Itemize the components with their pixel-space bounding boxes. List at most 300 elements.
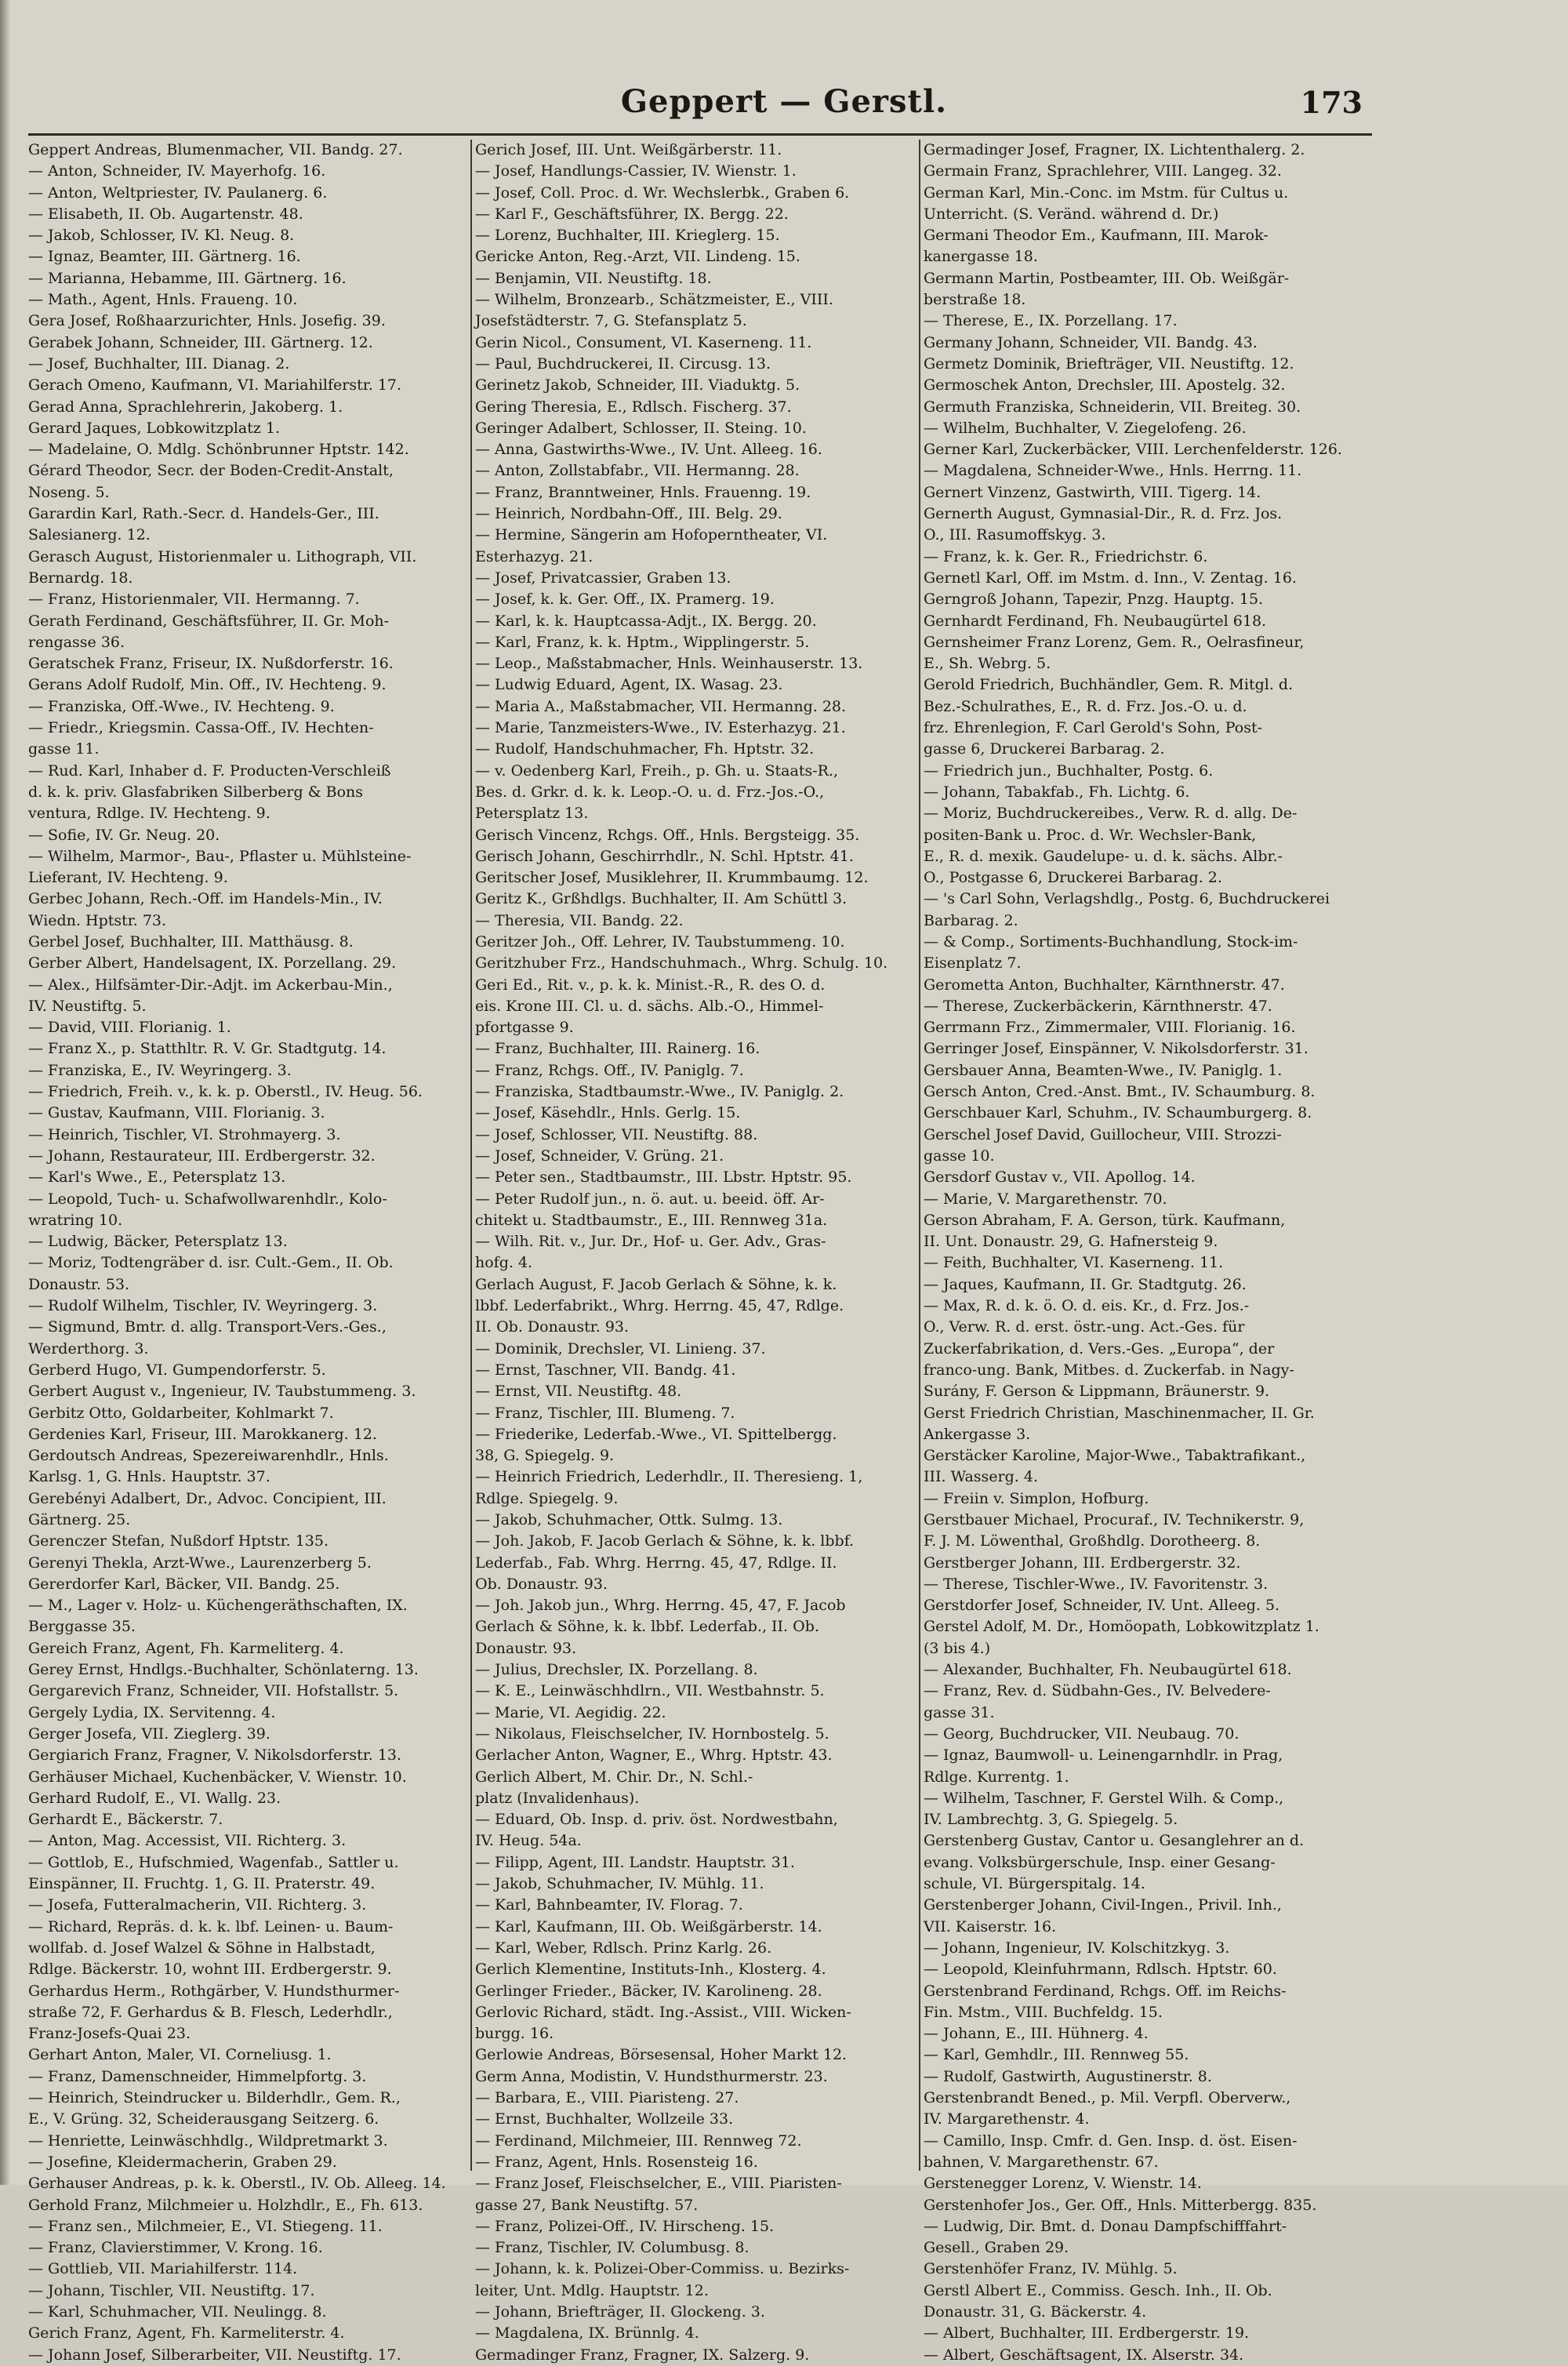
directory-entry-line: Gernerth August, Gymnasial-Dir., R. d. Frz. Jos. — [924, 505, 1283, 523]
directory-entry-line: — Leop., Maßstabmacher, Hnls. Weinhauserstr. 13. — [475, 655, 863, 673]
directory-entry-line: — Heinrich Friedrich, Lederhdlr., II. Theresieng. 1, — [475, 1468, 863, 1486]
directory-entry-line: Franz-Josefs-Quai 23. — [28, 2025, 191, 2043]
directory-entry-line: Gerans Adolf Rudolf, Min. Off., IV. Hechteng. 9. — [28, 676, 387, 694]
directory-entry-line: — Ernst, VII. Neustiftg. 48. — [475, 1383, 682, 1401]
directory-entry-line: — Peter Rudolf jun., n. ö. aut. u. beeid. öff. Ar- — [475, 1190, 825, 1208]
directory-entry-line: Salesianerg. 12. — [28, 526, 151, 544]
directory-entry-line: Gerhold Franz, Milchmeier u. Holzhdlr., E., Fh. 613. — [28, 2196, 423, 2214]
directory-entry-line: Gersbauer Anna, Beamten-Wwe., IV. Paniglg. 1. — [924, 1061, 1283, 1079]
directory-entry-line: — Karl, Bahnbeamter, IV. Florag. 7. — [475, 1896, 743, 1914]
directory-entry-line: — Franziska, Stadtbaumstr.-Wwe., IV. Paniglg. 2. — [475, 1083, 844, 1101]
directory-entry-line: Lederfab., Fab. Whrg. Herrng. 45, 47, Rdlge. II. — [475, 1554, 837, 1572]
directory-entry-line: Gerber Albert, Handelsagent, IX. Porzellang. 29. — [28, 954, 397, 972]
directory-column-1 — [28, 140, 467, 2364]
directory-entry-line: — Dominik, Drechsler, VI. Linieng. 37. — [475, 1339, 766, 1357]
directory-entry-line: — Moriz, Todtengräber d. isr. Cult.-Gem., II. Ob. — [28, 1254, 394, 1272]
directory-entry-line: Gerberd Hugo, VI. Gumpendorferstr. 5. — [28, 1361, 326, 1379]
directory-entry-line: Donaustr. 93. — [475, 1639, 577, 1657]
directory-entry-line: Gerrmann Frz., Zimmermaler, VIII. Florianig. 16. — [924, 1019, 1296, 1037]
directory-entry-line: — Alex., Hilfsämter-Dir.-Adjt. im Ackerbau-Min., — [28, 976, 393, 994]
directory-entry-line: Germ Anna, Modistin, V. Hundsthurmerstr. 23. — [475, 2067, 828, 2085]
directory-entry-line: straße 72, F. Gerhardus & B. Flesch, Lederhdlr., — [28, 2003, 393, 2021]
directory-entry-line: — Madelaine, O. Mdlg. Schönbrunner Hptstr. 142. — [28, 441, 409, 459]
directory-entry-line: — Rud. Karl, Inhaber d. F. Producten-Verschleiß — [28, 761, 391, 780]
directory-entry-line: Gerngroß Johann, Tapezir, Pnzg. Hauptg. 15. — [924, 591, 1264, 609]
directory-entry-line: Donaustr. 31, G. Bäckerstr. 4. — [924, 2302, 1147, 2321]
directory-entry-line: Bernardg. 18. — [28, 569, 133, 587]
directory-entry-line: German Karl, Min.-Conc. im Mstm. für Cultus u. — [924, 184, 1289, 202]
directory-entry-line: Geppert Andreas, Blumenmacher, VII. Bandg. 27. — [28, 141, 403, 158]
directory-entry-line: Donaustr. 53. — [28, 1275, 130, 1293]
directory-entry-line: — Johann, Ingenieur, IV. Kolschitzkyg. 3. — [924, 1939, 1230, 1957]
directory-entry-line: leiter, Unt. Mdlg. Hauptstr. 12. — [475, 2281, 709, 2299]
directory-entry-line: (3 bis 4.) — [924, 1639, 991, 1657]
directory-entry-line: Josefstädterstr. 7, G. Stefansplatz 5. — [475, 312, 747, 330]
directory-entry-line: — Therese, Tischler-Wwe., IV. Favoritenstr. 3. — [924, 1575, 1269, 1593]
directory-entry-line: — Anton, Zollstabfabr., VII. Hermanng. 28. — [475, 462, 800, 480]
directory-entry-line: — Nikolaus, Fleischselcher, IV. Hornbostelg. 5. — [475, 1725, 829, 1743]
directory-entry-line: Rdlge. Bäckerstr. 10, wohnt III. Erdbergerstr. 9. — [28, 1961, 392, 1979]
directory-entry-line: — Rudolf, Handschuhmacher, Fh. Hptstr. 32. — [475, 740, 815, 758]
directory-entry-line: — Franz X., p. Statthltr. R. V. Gr. Stadtgutg. 14. — [28, 1040, 387, 1058]
directory-entry-line: Karlsg. 1, G. Hnls. Hauptstr. 37. — [28, 1468, 270, 1486]
directory-entry-line: — Franz, Clavierstimmer, V. Krong. 16. — [28, 2239, 323, 2257]
directory-entry-line: — Wilhelm, Bronzearb., Schätzmeister, E., VIII. — [475, 291, 833, 309]
directory-entry-line: Gerich Josef, III. Unt. Weißgärberstr. 11. — [475, 141, 782, 158]
directory-entry-line: — Benjamin, VII. Neustiftg. 18. — [475, 269, 712, 287]
directory-entry-line: — Jakob, Schlosser, IV. Kl. Neug. 8. — [28, 227, 295, 245]
directory-entry-line: Germetz Dominik, Briefträger, VII. Neustiftg. 12. — [924, 354, 1294, 373]
page-edge-shadow — [0, 0, 11, 2185]
directory-entry-line: — Sigmund, Bmtr. d. allg. Transport-Vers.-Ges., — [28, 1318, 387, 1336]
directory-entry-line: Gererdorfer Karl, Bäcker, VII. Bandg. 25. — [28, 1575, 340, 1593]
directory-entry-line: — Barbara, E., VIII. Piaristeng. 27. — [475, 2089, 739, 2107]
directory-entry-line: — Wilhelm, Marmor-, Bau-, Pflaster u. Mühlsteine- — [28, 847, 412, 865]
directory-entry-line: — Karl, k. k. Hauptcassa-Adjt., IX. Bergg. 20. — [475, 612, 817, 630]
directory-entry-line: eis. Krone III. Cl. u. d. sächs. Alb.-O., Himmel- — [475, 997, 824, 1015]
directory-entry-line: Gernsheimer Franz Lorenz, Gem. R., Oelrasfineur, — [924, 633, 1305, 651]
directory-entry-line: burgg. 16. — [475, 2025, 554, 2043]
directory-entry-line: — Anton, Weltpriester, IV. Paulanerg. 6. — [28, 184, 328, 202]
directory-entry-line: — Jakob, Schuhmacher, IV. Mühlg. 11. — [475, 1875, 764, 1893]
directory-entry-line: — K. E., Leinwäschhdlrn., VII. Westbahnstr. 5. — [475, 1682, 825, 1700]
directory-entry-line: — Franz, Tischler, IV. Columbusg. 8. — [475, 2239, 750, 2257]
directory-entry-line: — Richard, Repräs. d. k. k. lbf. Leinen- u. Baum- — [28, 1917, 394, 1935]
directory-entry-line: Gerenczer Stefan, Nußdorf Hptstr. 135. — [28, 1532, 329, 1550]
directory-entry-line: Wiedn. Hptstr. 73. — [28, 911, 167, 929]
directory-entry-line: — Lorenz, Buchhalter, III. Krieglerg. 15. — [475, 227, 780, 245]
directory-entry-line: rengasse 36. — [28, 633, 125, 651]
directory-entry-line: E., Sh. Webrg. 5. — [924, 655, 1051, 673]
directory-entry-line: Gerisch Vincenz, Rchgs. Off., Hnls. Bergsteigg. 35. — [475, 826, 860, 844]
directory-entry-line: berstraße 18. — [924, 291, 1026, 309]
directory-entry-line: — David, VIII. Florianig. 1. — [28, 1019, 231, 1037]
directory-entry-line: — Franz, Rev. d. Südbahn-Ges., IV. Belvedere- — [924, 1682, 1271, 1700]
directory-entry-line: Gerstdorfer Josef, Schneider, IV. Unt. Alleeg. 5. — [924, 1597, 1280, 1615]
directory-entry-line: — M., Lager v. Holz- u. Küchengeräthschaften, IX. — [28, 1597, 408, 1615]
directory-entry-line: Werderthorg. 3. — [28, 1339, 149, 1357]
directory-entry-line: — Franz sen., Milchmeier, E., VI. Stiegeng. 11. — [28, 2217, 383, 2235]
directory-entry-line: — Josef, k. k. Ger. Off., IX. Pramerg. 19. — [475, 591, 775, 609]
directory-entry-line: — Ernst, Taschner, VII. Bandg. 41. — [475, 1361, 736, 1379]
directory-entry-line: Gerstenbrandt Bened., p. Mil. Verpfl. Oberverw., — [924, 2089, 1291, 2107]
directory-entry-line: Gerger Josefa, VII. Zieglerg. 39. — [28, 1725, 270, 1743]
directory-entry-line: — Franz, Agent, Hnls. Rosensteig 16. — [475, 2153, 758, 2171]
directory-entry-line: Geritzhuber Frz., Handschuhmach., Whrg. Schulg. 10. — [475, 954, 888, 972]
directory-entry-line: Gerlowie Andreas, Börsesensal, Hoher Markt 12. — [475, 2046, 848, 2064]
directory-entry-line: — Josef, Coll. Proc. d. Wr. Wechslerbk., Graben 6. — [475, 184, 850, 202]
directory-entry-line: Gerabek Johann, Schneider, III. Gärtnerg. 12. — [28, 333, 373, 351]
directory-entry-line: — Johann, Tischler, VII. Neustiftg. 17. — [28, 2281, 315, 2299]
directory-entry-line: — Karl, Weber, Rdlsch. Prinz Karlg. 26. — [475, 1939, 772, 1957]
directory-entry-line: wratring 10. — [28, 1211, 123, 1229]
directory-entry-line: Eisenplatz 7. — [924, 954, 1022, 972]
directory-entry-line: — Friedrich, Freih. v., k. k. p. Oberstl., IV. Heug. 56. — [28, 1083, 423, 1101]
directory-entry-line: Gerlovic Richard, städt. Ing.-Assist., VIII. Wicken- — [475, 2003, 851, 2021]
directory-entry-line: Gerhauser Andreas, p. k. k. Oberstl., IV. Ob. Alleeg. 14. — [28, 2175, 446, 2193]
directory-entry-line: — & Comp., Sortiments-Buchhandlung, Stock-im- — [924, 932, 1298, 950]
directory-entry-line: Rdlge. Kurrentg. 1. — [924, 1768, 1069, 1786]
directory-entry-line: Gerbec Johann, Rech.-Off. im Handels-Min., IV. — [28, 890, 383, 908]
directory-entry-line: — Georg, Buchdrucker, VII. Neubaug. 70. — [924, 1725, 1240, 1743]
directory-entry-line: Gerach Omeno, Kaufmann, VI. Mariahilferstr. 17. — [28, 376, 402, 394]
directory-entry-line: Bez.-Schulrathes, E., R. d. Frz. Jos.-O. u. d. — [924, 697, 1247, 715]
directory-entry-line: — Anton, Schneider, IV. Mayerhofg. 16. — [28, 162, 326, 180]
directory-entry-line: Gerbitz Otto, Goldarbeiter, Kohlmarkt 7. — [28, 1404, 334, 1422]
directory-entry-line: Gerner Karl, Zuckerbäcker, VIII. Lerchenfelderstr. 126. — [924, 441, 1342, 459]
directory-entry-line: II. Ob. Donaustr. 93. — [475, 1318, 630, 1336]
directory-entry-line: gasse 10. — [924, 1147, 995, 1165]
directory-entry-line: Gersch Anton, Cred.-Anst. Bmt., IV. Schaumburg. 8. — [924, 1083, 1316, 1101]
directory-entry-line: Gerstenberg Gustav, Cantor u. Gesanglehrer an d. — [924, 1832, 1305, 1850]
directory-entry-line: — Theresia, VII. Bandg. 22. — [475, 911, 684, 929]
directory-entry-line: gasse 27, Bank Neustiftg. 57. — [475, 2196, 699, 2214]
directory-entry-line: — v. Oedenberg Karl, Freih., p. Gh. u. Staats-R., — [475, 761, 839, 780]
directory-entry-line: — Rudolf Wilhelm, Tischler, IV. Weyringerg. 3. — [28, 1297, 378, 1315]
directory-entry-line: — Heinrich, Steindrucker u. Bilderhdlr., Gem. R., — [28, 2089, 401, 2107]
directory-entry-line: 38, G. Spiegelg. 9. — [475, 1447, 615, 1465]
directory-entry-line: schule, VI. Bürgerspitalg. 14. — [924, 1875, 1145, 1893]
directory-entry-line: — Franziska, Off.-Wwe., IV. Hechteng. 9. — [28, 697, 335, 715]
directory-entry-line: Geritz K., Grßhdlgs. Buchhalter, II. Am Schüttl 3. — [475, 890, 848, 908]
directory-entry-line: IV. Heug. 54a. — [475, 1832, 582, 1850]
directory-entry-line: Gerhardt E., Bäckerstr. 7. — [28, 1811, 223, 1829]
directory-entry-line: Gerhäuser Michael, Kuchenbäcker, V. Wienstr. 10. — [28, 1768, 407, 1786]
directory-entry-line: E., V. Grüng. 32, Scheiderausgang Seitzerg. 6. — [28, 2110, 379, 2128]
directory-entry-line: IV. Margarethenstr. 4. — [924, 2110, 1090, 2128]
directory-entry-line: — Paul, Buchdruckerei, II. Circusg. 13. — [475, 354, 771, 373]
directory-entry-line: Germain Franz, Sprachlehrer, VIII. Langeg. 32. — [924, 162, 1282, 180]
directory-entry-line: — Franziska, E., IV. Weyringerg. 3. — [28, 1061, 292, 1079]
directory-entry-line: ventura, Rdlge. IV. Hechteng. 9. — [28, 805, 270, 823]
directory-entry-line: — Eduard, Ob. Insp. d. priv. öst. Nordwestbahn, — [475, 1811, 838, 1829]
directory-entry-line: — Joh. Jakob jun., Whrg. Herrng. 45, 47, F. Jacob — [475, 1597, 846, 1615]
directory-entry-line: Gerschbauer Karl, Schuhm., IV. Schaumburgerg. 8. — [924, 1104, 1312, 1122]
directory-entry-line: — Karl, Kaufmann, III. Ob. Weißgärberstr. 14. — [475, 1917, 822, 1935]
directory-entry-line: Gerey Ernst, Hndlgs.-Buchhalter, Schönlaterng. 13. — [28, 1661, 419, 1679]
directory-entry-line: — Peter sen., Stadtbaumstr., III. Lbstr. Hptstr. 95. — [475, 1168, 852, 1187]
directory-entry-line: Gerstäcker Karoline, Major-Wwe., Tabaktrafikant., — [924, 1447, 1306, 1465]
directory-entry-line: — Franz, Rchgs. Off., IV. Paniglg. 7. — [475, 1061, 744, 1079]
directory-entry-line: Rdlge. Spiegelg. 9. — [475, 1489, 619, 1507]
directory-entry-line: hofg. 4. — [475, 1254, 533, 1272]
directory-entry-line: — Math., Agent, Hnls. Fraueng. 10. — [28, 291, 298, 309]
directory-entry-line: Gerlich Albert, M. Chir. Dr., N. Schl.- — [475, 1768, 753, 1786]
directory-entry-line: chitekt u. Stadtbaumstr., E., III. Rennweg 31a. — [475, 1211, 828, 1229]
directory-entry-line: Geringer Adalbert, Schlosser, II. Steing. 10. — [475, 419, 807, 437]
directory-entry-line: Gerold Friedrich, Buchhändler, Gem. R. Mitgl. d. — [924, 676, 1294, 694]
directory-entry-line: Gerich Franz, Agent, Fh. Karmeliterstr. 4. — [28, 2324, 345, 2342]
directory-entry-line: Gerasch August, Historienmaler u. Lithograph, VII. — [28, 547, 417, 565]
directory-entry-line: Gerlacher Anton, Wagner, E., Whrg. Hptstr. 43. — [475, 1746, 833, 1765]
directory-entry-line: — Friedrich jun., Buchhalter, Postg. 6. — [924, 761, 1214, 780]
directory-entry-line: — Friederike, Lederfab.-Wwe., VI. Spittelbergg. — [475, 1425, 837, 1443]
directory-entry-line: — Wilh. Rit. v., Jur. Dr., Hof- u. Ger. Adv., Gras- — [475, 1233, 826, 1251]
directory-entry-line: — Karl's Wwe., E., Petersplatz 13. — [28, 1168, 286, 1187]
directory-entry-line: — Magdalena, IX. Brünnlg. 4. — [475, 2324, 699, 2342]
directory-entry-line: — Karl, Franz, k. k. Hptm., Wipplingerstr. 5. — [475, 633, 810, 651]
directory-entry-line: kanergasse 18. — [924, 248, 1038, 266]
directory-entry-line: — Jaques, Kaufmann, II. Gr. Stadtgutg. 26. — [924, 1275, 1247, 1293]
directory-entry-line: Gernetl Karl, Off. im Mstm. d. Inn., V. Zentag. 16. — [924, 569, 1297, 587]
directory-entry-line: Gérard Theodor, Secr. der Boden-Credit-Anstalt, — [28, 462, 394, 480]
directory-entry-line: — Feith, Buchhalter, VI. Kaserneng. 11. — [924, 1254, 1224, 1272]
directory-entry-line: gasse 6, Druckerei Barbarag. 2. — [924, 740, 1165, 758]
directory-entry-line: — Rudolf, Gastwirth, Augustinerstr. 8. — [924, 2067, 1212, 2085]
directory-entry-line: — Marie, Tanzmeisters-Wwe., IV. Esterhazyg. 21. — [475, 719, 846, 737]
directory-entry-line: Gerath Ferdinand, Geschäftsführer, II. Gr. Moh- — [28, 612, 390, 630]
directory-entry-line: — Johann Josef, Silberarbeiter, VII. Neustiftg. 17. — [28, 2346, 401, 2364]
directory-entry-line: — Josef, Käsehdlr., Hnls. Gerlg. 15. — [475, 1104, 741, 1122]
directory-entry-line: Gerad Anna, Sprachlehrerin, Jakoberg. 1. — [28, 398, 343, 416]
directory-entry-line: — Hermine, Sängerin am Hofoperntheater, VI. — [475, 526, 828, 544]
directory-entry-line: Gera Josef, Roßhaarzurichter, Hnls. Josefig. 39. — [28, 312, 386, 330]
directory-entry-line: — Franz, Polizei-Off., IV. Hirscheng. 15. — [475, 2217, 775, 2235]
page-number: 173 — [1300, 85, 1363, 120]
directory-entry-line: Gerstenhöfer Franz, IV. Mühlg. 5. — [924, 2260, 1178, 2278]
directory-entry-line: O., Postgasse 6, Druckerei Barbarag. 2. — [924, 869, 1222, 887]
directory-entry-line: Gerometta Anton, Buchhalter, Kärnthnerstr. 47. — [924, 976, 1285, 994]
directory-entry-line: — Therese, Zuckerbäckerin, Kärnthnerstr. 47. — [924, 997, 1272, 1015]
directory-entry-line: Gesell., Graben 29. — [924, 2239, 1069, 2257]
directory-entry-line: — Johann, Tabakfab., Fh. Lichtg. 6. — [924, 783, 1190, 801]
directory-entry-line: — Friedr., Kriegsmin. Cassa-Off., IV. Hechten- — [28, 719, 374, 737]
directory-entry-line: wollfab. d. Josef Walzel & Söhne in Halbstadt, — [28, 1939, 376, 1957]
directory-entry-line: O., Verw. R. d. erst. östr.-ung. Act.-Ges. für — [924, 1318, 1245, 1336]
directory-entry-line: Gerebényi Adalbert, Dr., Advoc. Concipient, III. — [28, 1489, 387, 1507]
directory-entry-line: — Karl F., Geschäftsführer, IX. Bergg. 22. — [475, 205, 789, 223]
directory-entry-line: — Alexander, Buchhalter, Fh. Neubaugürtel 618. — [924, 1661, 1292, 1679]
header-rule — [28, 133, 1372, 136]
directory-entry-line: — Magdalena, Schneider-Wwe., Hnls. Herrng. 11. — [924, 462, 1302, 480]
directory-entry-line: Gerlach August, F. Jacob Gerlach & Söhne, k. k. — [475, 1275, 837, 1293]
directory-entry-line: — Albert, Buchhalter, III. Erdbergerstr. 19. — [924, 2324, 1250, 2342]
directory-entry-line: pfortgasse 9. — [475, 1019, 574, 1037]
directory-entry-line: — Heinrich, Tischler, VI. Strohmayerg. 3. — [28, 1125, 341, 1143]
directory-entry-line: lbbf. Lederfabrikt., Whrg. Herrng. 45, 47, Rdlge. — [475, 1297, 844, 1315]
directory-column-3 — [924, 140, 1363, 2364]
directory-entry-line: — Ludwig, Dir. Bmt. d. Donau Dampfschifffahrt- — [924, 2217, 1287, 2235]
column-divider — [470, 140, 472, 2171]
directory-entry-line: Gerard Jaques, Lobkowitzplatz 1. — [28, 419, 281, 437]
directory-entry-line: Gersdorf Gustav v., VII. Apollog. 14. — [924, 1168, 1196, 1187]
directory-entry-line: Unterricht. (S. Veränd. während d. Dr.) — [924, 205, 1219, 223]
directory-entry-line: platz (Invalidenhaus). — [475, 1789, 640, 1807]
directory-entry-line: Gericke Anton, Reg.-Arzt, VII. Lindeng. 15. — [475, 248, 800, 266]
directory-entry-line: — Moriz, Buchdruckereibes., Verw. R. d. allg. De- — [924, 805, 1298, 823]
directory-entry-line: III. Wasserg. 4. — [924, 1468, 1038, 1486]
directory-entry-line: VII. Kaiserstr. 16. — [924, 1917, 1057, 1935]
directory-entry-line: Gergiarich Franz, Fragner, V. Nikolsdorferstr. 13. — [28, 1746, 402, 1765]
directory-entry-line: — Henriette, Leinwäschhdlg., Wildpretmarkt 3. — [28, 2132, 388, 2150]
directory-entry-line: — Elisabeth, II. Ob. Augartenstr. 48. — [28, 205, 303, 223]
directory-entry-line: Gerbel Josef, Buchhalter, III. Matthäusg. 8. — [28, 932, 354, 950]
directory-entry-line: Gärtnerg. 25. — [28, 1511, 131, 1528]
directory-entry-line: Gerenyi Thekla, Arzt-Wwe., Laurenzerberg 5. — [28, 1554, 372, 1572]
directory-entry-line: — Therese, E., IX. Porzellang. 17. — [924, 312, 1178, 330]
directory-entry-line: Gerlinger Frieder., Bäcker, IV. Karolineng. 28. — [475, 1982, 822, 2000]
directory-entry-line: Gerstel Adolf, M. Dr., Homöopath, Lobkowitzplatz 1. — [924, 1618, 1319, 1636]
directory-entry-line: Gergarevich Franz, Schneider, VII. Hofstallstr. 5. — [28, 1682, 399, 1700]
directory-entry-line: — Julius, Drechsler, IX. Porzellang. 8. — [475, 1661, 758, 1679]
directory-entry-line: Gerstberger Johann, III. Erdbergerstr. 32. — [924, 1554, 1241, 1572]
directory-entry-line: Ankergasse 3. — [924, 1425, 1031, 1443]
directory-entry-line: Gerhard Rudolf, E., VI. Wallg. 23. — [28, 1789, 281, 1807]
directory-entry-line: Germadinger Franz, Fragner, IX. Salzerg. 9. — [475, 2346, 810, 2364]
directory-entry-line: — Anna, Gastwirths-Wwe., IV. Unt. Alleeg. 16. — [475, 441, 822, 459]
directory-entry-line: Gerbert August v., Ingenieur, IV. Taubstummeng. 3. — [28, 1383, 416, 1401]
directory-entry-line: bahnen, V. Margarethenstr. 67. — [924, 2153, 1159, 2171]
directory-entry-line: Gerhart Anton, Maler, VI. Corneliusg. 1. — [28, 2046, 332, 2064]
directory-entry-line: Gerlach & Söhne, k. k. lbbf. Lederfab., II. Ob. — [475, 1618, 819, 1636]
directory-entry-line: Ob. Donaustr. 93. — [475, 1575, 608, 1593]
directory-entry-line: Fin. Mstm., VIII. Buchfeldg. 15. — [924, 2003, 1163, 2021]
directory-entry-line: — Wilhelm, Taschner, F. Gerstel Wilh. & Comp., — [924, 1789, 1284, 1807]
directory-entry-line: — Leopold, Tuch- u. Schafwollwarenhdlr., Kolo- — [28, 1190, 387, 1208]
directory-entry-line: — Karl, Schuhmacher, VII. Neulingg. 8. — [28, 2302, 327, 2321]
directory-entry-line: — Maria A., Maßstabmacher, VII. Hermanng. 28. — [475, 697, 847, 715]
directory-entry-line: — Franz, Branntweiner, Hnls. Frauenng. 19. — [475, 483, 811, 501]
directory-entry-line: Bes. d. Grkr. d. k. k. Leop.-O. u. d. Frz.-Jos.-O., — [475, 783, 825, 801]
directory-entry-line: — Marie, VI. Aegidig. 22. — [475, 1703, 666, 1721]
directory-entry-line: — Camillo, Insp. Cmfr. d. Gen. Insp. d. öst. Eisen- — [924, 2132, 1298, 2150]
directory-entry-line: — Josefa, Futteralmacherin, VII. Richterg. 3. — [28, 1896, 367, 1914]
directory-entry-line: IV. Lambrechtg. 3, G. Spiegelg. 5. — [924, 1811, 1178, 1829]
directory-entry-line: Geritscher Josef, Musiklehrer, II. Krummbaumg. 12. — [475, 869, 869, 887]
directory-entry-line: — Leopold, Kleinfuhrmann, Rdlsch. Hptstr. 60. — [924, 1961, 1277, 1979]
directory-entry-line: — Josefine, Kleidermacherin, Graben 29. — [28, 2153, 337, 2171]
directory-entry-line: Germadinger Josef, Fragner, IX. Lichtenthalerg. 2. — [924, 141, 1305, 158]
directory-entry-line: Geritzer Joh., Off. Lehrer, IV. Taubstummeng. 10. — [475, 932, 845, 950]
directory-entry-line: — Franz, k. k. Ger. R., Friedrichstr. 6. — [924, 547, 1208, 565]
directory-entry-line: — Josef, Schneider, V. Grüng. 21. — [475, 1147, 724, 1165]
directory-entry-line: IV. Neustiftg. 5. — [28, 997, 147, 1015]
directory-entry-line: — Karl, Gemhdlr., III. Rennweg 55. — [924, 2046, 1189, 2064]
directory-entry-line: Gerschel Josef David, Guillocheur, VIII. Strozzi- — [924, 1125, 1282, 1143]
directory-entry-line: — Gottlieb, VII. Mariahilferstr. 114. — [28, 2260, 298, 2278]
directory-entry-line: Noseng. 5. — [28, 483, 110, 501]
directory-entry-line: — Heinrich, Nordbahn-Off., III. Belg. 29. — [475, 505, 782, 523]
directory-entry-line: — 's Carl Sohn, Verlagshdlg., Postg. 6, Buchdruckerei — [924, 890, 1330, 908]
directory-entry-line: Lieferant, IV. Hechteng. 9. — [28, 869, 228, 887]
directory-entry-line: — Joh. Jakob, F. Jacob Gerlach & Söhne, k. k. lbbf. — [475, 1532, 855, 1550]
directory-entry-line: — Ignaz, Baumwoll- u. Leinengarnhdlr. in Prag, — [924, 1746, 1283, 1765]
directory-entry-line: — Filipp, Agent, III. Landstr. Hauptstr. 31. — [475, 1853, 795, 1871]
page-header-title: Geppert — Gerstl. — [620, 83, 948, 120]
directory-entry-line: — Gottlob, E., Hufschmied, Wagenfab., Sattler u. — [28, 1853, 399, 1871]
directory-entry-line: Gerstl Albert E., Commiss. Gesch. Inh., II. Ob. — [924, 2281, 1272, 2299]
directory-entry-line: Gerlich Klementine, Instituts-Inh., Klosterg. 4. — [475, 1961, 826, 1979]
directory-entry-line: Gerst Friedrich Christian, Maschinenmacher, II. Gr. — [924, 1404, 1315, 1422]
directory-entry-line: — Franz, Tischler, III. Blumeng. 7. — [475, 1404, 735, 1422]
directory-entry-line: — Franz Josef, Fleischselcher, E., VIII. Piaristen- — [475, 2175, 842, 2193]
directory-entry-line: Zuckerfabrikation, d. Vers.-Ges. „Europa“, der — [924, 1339, 1275, 1357]
directory-entry-line: — Wilhelm, Buchhalter, V. Ziegelofeng. 26. — [924, 419, 1247, 437]
directory-entry-line: Gernert Vinzenz, Gastwirth, VIII. Tigerg. 14. — [924, 483, 1261, 501]
directory-entry-line: O., III. Rasumoffskyg. 3. — [924, 526, 1106, 544]
directory-entry-line: Germann Martin, Postbeamter, III. Ob. Weißgär- — [924, 269, 1290, 287]
directory-entry-line: Geratschek Franz, Friseur, IX. Nußdorferstr. 16. — [28, 655, 394, 673]
directory-entry-line: — Ludwig Eduard, Agent, IX. Wasag. 23. — [475, 676, 783, 694]
directory-entry-line: Gerstenegger Lorenz, V. Wienstr. 14. — [924, 2175, 1202, 2193]
directory-entry-line: — Josef, Schlosser, VII. Neustiftg. 88. — [475, 1125, 758, 1143]
directory-entry-line: Petersplatz 13. — [475, 805, 589, 823]
directory-entry-line: franco-ung. Bank, Mitbes. d. Zuckerfab. in Nagy- — [924, 1361, 1294, 1379]
directory-column-2 — [475, 140, 914, 2364]
directory-entry-line: Gering Theresia, E., Rdlsch. Fischerg. 37. — [475, 398, 792, 416]
directory-entry-line: — Josef, Buchhalter, III. Dianag. 2. — [28, 354, 290, 373]
directory-entry-line: — Albert, Geschäftsagent, IX. Alserstr. 34. — [924, 2346, 1244, 2364]
directory-entry-line: — Johann, E., III. Hühnerg. 4. — [924, 2025, 1149, 2043]
directory-entry-line: — Johann, Restaurateur, III. Erdbergerstr. 32. — [28, 1147, 376, 1165]
directory-entry-line: Gerstenberger Johann, Civil-Ingen., Privil. Inh., — [924, 1896, 1282, 1914]
directory-entry-line: — Josef, Handlungs-Cassier, IV. Wienstr. 1. — [475, 162, 797, 180]
directory-entry-line: — Franz, Damenschneider, Himmelpfortg. 3. — [28, 2067, 367, 2085]
directory-entry-line: — Josef, Privatcassier, Graben 13. — [475, 569, 731, 587]
directory-entry-line: positen-Bank u. Proc. d. Wr. Wechsler-Bank, — [924, 826, 1257, 844]
directory-entry-line: Gerstenhofer Jos., Ger. Off., Hnls. Mitterbergg. 835. — [924, 2196, 1317, 2214]
directory-entry-line: Surány, F. Gerson & Lippmann, Bräunerstr. 9. — [924, 1383, 1270, 1401]
directory-entry-line: — Ignaz, Beamter, III. Gärtnerg. 16. — [28, 248, 301, 266]
directory-entry-line: Einspänner, II. Fruchtg. 1, G. II. Praterstr. 49. — [28, 1875, 376, 1893]
directory-entry-line: — Marie, V. Margarethenstr. 70. — [924, 1190, 1167, 1208]
directory-entry-line: — Gustav, Kaufmann, VIII. Florianig. 3. — [28, 1104, 325, 1122]
directory-entry-line: II. Unt. Donaustr. 29, G. Hafnersteig 9. — [924, 1233, 1218, 1251]
directory-entry-line: frz. Ehrenlegion, F. Carl Gerold's Sohn, Post- — [924, 719, 1263, 737]
directory-entry-line: — Johann, k. k. Polizei-Ober-Commiss. u. Bezirks- — [475, 2260, 850, 2278]
directory-entry-line: — Max, R. d. k. ö. O. d. eis. Kr., d. Frz. Jos.- — [924, 1297, 1250, 1315]
directory-entry-line: Germuth Franziska, Schneiderin, VII. Breiteg. 30. — [924, 398, 1301, 416]
directory-entry-line: evang. Volksbürgerschule, Insp. einer Gesang- — [924, 1853, 1276, 1871]
directory-entry-line: — Sofie, IV. Gr. Neug. 20. — [28, 826, 220, 844]
directory-entry-line: Berggasse 35. — [28, 1618, 136, 1636]
directory-entry-line: d. k. k. priv. Glasfabriken Silberberg & Bons — [28, 783, 364, 801]
directory-entry-line: Gergely Lydia, IX. Servitenng. 4. — [28, 1703, 276, 1721]
directory-entry-line: Esterhazyg. 21. — [475, 547, 593, 565]
directory-entry-line: — Anton, Mag. Accessist, VII. Richterg. 3. — [28, 1832, 347, 1850]
directory-entry-line: Gerdoutsch Andreas, Spezereiwarenhdlr., Hnls. — [28, 1447, 389, 1465]
directory-entry-line: Germoschek Anton, Drechsler, III. Apostelg. 32. — [924, 376, 1286, 394]
directory-entry-line: F. J. M. Löwenthal, Großhdlg. Dorotheerg. 8. — [924, 1532, 1261, 1550]
directory-entry-line: — Johann, Briefträger, II. Glockeng. 3. — [475, 2302, 765, 2321]
directory-entry-line: — Franz, Historienmaler, VII. Hermanng. 7. — [28, 591, 360, 609]
directory-entry-line: — Ferdinand, Milchmeier, III. Rennweg 72. — [475, 2132, 802, 2150]
directory-entry-line: gasse 31. — [924, 1703, 995, 1721]
directory-entry-line: Gerin Nicol., Consument, VI. Kaserneng. 11. — [475, 333, 812, 351]
directory-entry-line: — Ernst, Buchhalter, Wollzeile 33. — [475, 2110, 734, 2128]
directory-entry-line: Gerringer Josef, Einspänner, V. Nikolsdorferstr. 31. — [924, 1040, 1308, 1058]
directory-entry-line: E., R. d. mexik. Gaudelupe- u. d. k. sächs. Albr.- — [924, 847, 1283, 865]
